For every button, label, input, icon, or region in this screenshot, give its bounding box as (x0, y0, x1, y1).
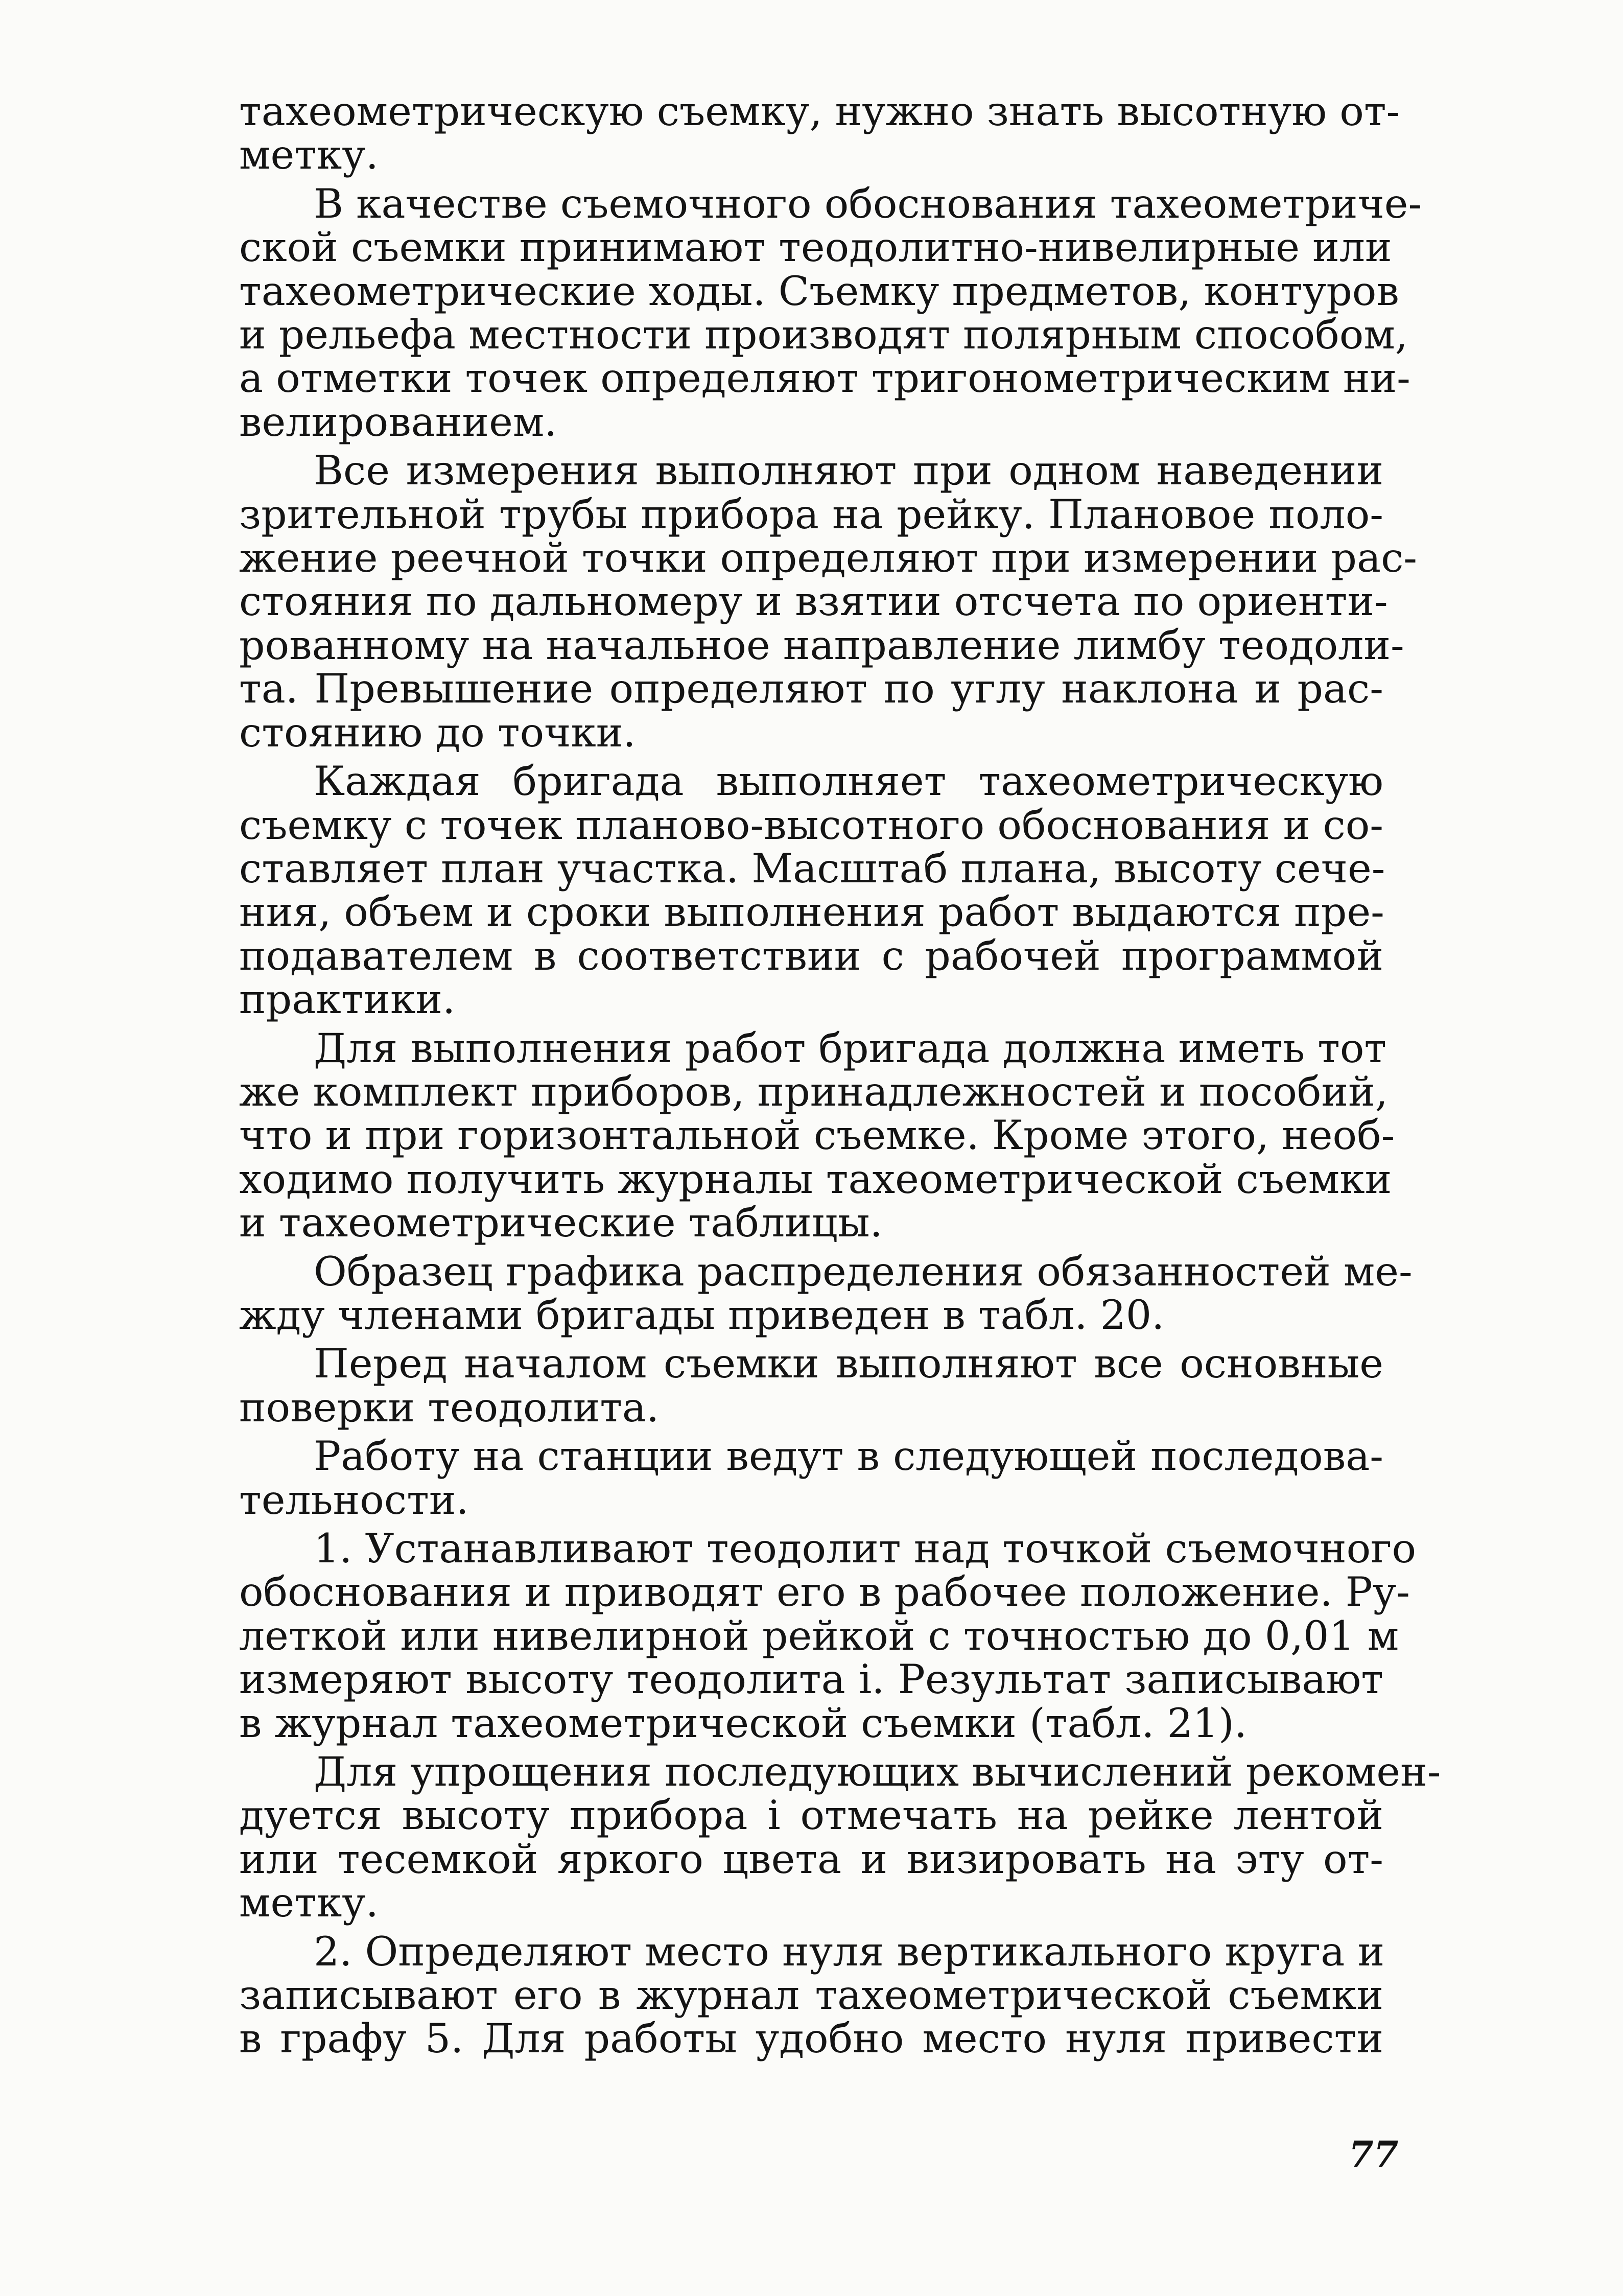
text-line: тельности. (239, 1476, 469, 1524)
text-line: зрительной трубы прибора на рейку. Плановое поло- (239, 490, 1383, 538)
paragraph (239, 1342, 1383, 1430)
text-line: ской съемки принимают теодолитно-нивелирные или (239, 224, 1392, 271)
text-line: и тахеометрические таблицы. (239, 1199, 883, 1247)
paragraph (239, 1930, 1383, 2061)
paragraph (239, 1024, 1395, 1247)
text-line: стояния по дальномеру и взятии отсчета по ориенти- (239, 578, 1388, 625)
text-line: же комплект приборов, принадлежностей и пособий, (239, 1068, 1388, 1115)
text-line: ставляет план участка. Масштаб плана, высоту сече- (239, 845, 1385, 892)
text-line: леткой или нивелирной рейкой с точностью до 0,01 м (239, 1612, 1399, 1659)
text-line: та. Превышение определяют по углу наклона и рас- (239, 665, 1383, 713)
text-line: Все измерения выполняют при одном наведении (314, 447, 1383, 495)
text-line: в графу 5. Для работы удобно место нуля привести (239, 2015, 1383, 2063)
text-line: тахеометрические ходы. Съемку предметов, контуров (239, 267, 1399, 315)
paragraph (239, 1525, 1417, 1747)
text-line: записывают его в журнал тахеометрической съемки (239, 1972, 1383, 2019)
text-line: метку. (239, 131, 379, 179)
text-line: 2. Определяют место нуля вертикального круга и (314, 1928, 1385, 1975)
text-line: а отметки точек определяют тригонометрическим ни- (239, 355, 1410, 402)
paragraph (239, 760, 1383, 1021)
text-line: 1. Устанавливают теодолит над точкой съемочного (314, 1525, 1417, 1572)
paragraph (239, 1248, 1413, 1339)
text-line: жение реечной точки определяют при измерении рас- (239, 534, 1418, 582)
text-line: и рельефа местности производят полярным способом, (239, 311, 1408, 359)
text-line: съемку с точек планово-высотного обоснования и со- (239, 801, 1383, 849)
paragraph (239, 180, 1422, 446)
text-line: Каждая бригада выполняет тахеометрическую (314, 758, 1383, 805)
text-line: Для выполнения работ бригада должна иметь тот (314, 1024, 1387, 1072)
text-line: Образец графика распределения обязанностей ме- (314, 1248, 1413, 1295)
text-line: рованному на начальное направление лимбу теодоли- (239, 621, 1404, 669)
text-line: что и при горизонтальной съемке. Кроме этого, необ- (239, 1112, 1395, 1159)
text-line: или тесемкой яркого цвета и визировать на эту от- (239, 1835, 1383, 1883)
paragraph (239, 1435, 1383, 1522)
text-line: ходимо получить журналы тахеометрической съемки (239, 1155, 1392, 1203)
text-line: ния, объем и сроки выполнения работ выдаются пре- (239, 888, 1384, 936)
text-line: поверки теодолита. (239, 1384, 660, 1431)
text-line: Для упрощения последующих вычислений рекомен- (314, 1748, 1441, 1796)
text-line: метку. (239, 1879, 379, 1927)
text-line: в журнал тахеометрической съемки (табл. 21). (239, 1699, 1247, 1747)
text-line: велированием. (239, 398, 557, 446)
text-line: стоянию до точки. (239, 709, 636, 756)
text-line: Работу на станции ведут в следующей последова- (314, 1433, 1383, 1480)
paragraph (239, 447, 1418, 756)
text-line: дуется высоту прибора i отмечать на рейке лентой (239, 1792, 1383, 1839)
text-line: практики. (239, 976, 456, 1023)
paragraph (239, 88, 1400, 179)
text-line: обоснования и приводят его в рабочее положение. Ру- (239, 1568, 1410, 1616)
paragraph (239, 1748, 1441, 1927)
text-line: тахеометрическую съемку, нужно знать высотную от- (239, 88, 1400, 135)
page-number: 77 (1349, 2133, 1399, 2175)
text-line: измеряют высоту теодолита i. Результат записывают (239, 1656, 1383, 1703)
page-text-column (239, 88, 1441, 2063)
text-line: подавателем в соответствии с рабочей программой (239, 932, 1383, 979)
text-line: В качестве съемочного обоснования тахеометриче- (314, 180, 1422, 227)
text-line: Перед началом съемки выполняют все основные (314, 1340, 1383, 1388)
text-line: жду членами бригады приведен в табл. 20. (239, 1291, 1165, 1339)
